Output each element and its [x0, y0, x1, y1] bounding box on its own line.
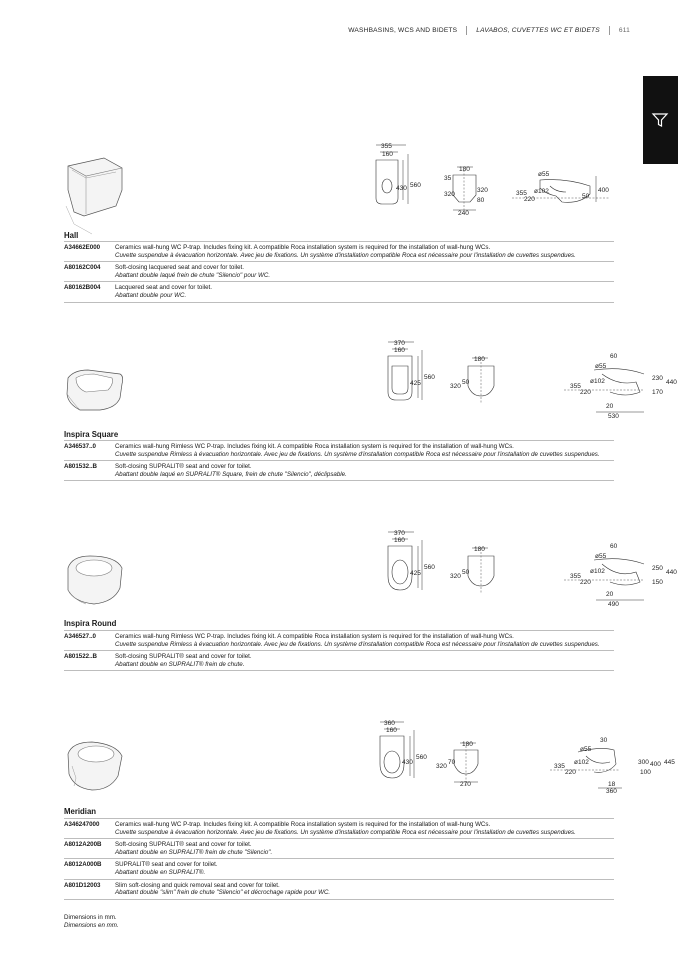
dim-label: 430 — [402, 759, 413, 766]
dim-label: 440 — [666, 569, 677, 576]
dim-label: 560 — [424, 564, 435, 571]
dim-label: 335 — [554, 763, 565, 770]
product-table — [64, 818, 614, 900]
dim-label: 50 — [462, 379, 470, 386]
dim-label: 50 — [462, 569, 470, 576]
dimension-drawing — [382, 526, 677, 612]
product-hall — [64, 140, 614, 310]
dim-label: 240 — [458, 210, 469, 217]
dim-label: 160 — [394, 347, 405, 354]
description-en: Ceramics wall-hung Rimless WC P-trap. Includes fixing kit. A compatible Roca installation system is required for the installation of wall-hung WCs. — [115, 443, 514, 450]
dim-label: ø55 — [595, 363, 607, 370]
product-table — [64, 630, 614, 671]
dim-label: 220 — [580, 389, 591, 396]
dim-label: ø102 — [534, 188, 549, 195]
product-description — [115, 861, 614, 876]
product-code: A346247000 — [64, 821, 100, 828]
dim-label: 320 — [477, 187, 488, 194]
product-code: A801532..B — [64, 463, 98, 471]
description-en: Ceramics wall-hung WC P-trap. Includes fixing kit. A compatible Roca installation system is required for the installation of wall-hung WCs. — [115, 244, 491, 251]
dim-label: 80 — [477, 197, 485, 204]
dim-label: 445 — [664, 759, 675, 766]
dimension-drawing — [382, 336, 677, 422]
dim-label: 180 — [459, 166, 470, 173]
table-row — [64, 838, 614, 858]
dim-label: 560 — [424, 374, 435, 381]
dim-label: ø55 — [580, 746, 592, 753]
page-header — [348, 26, 630, 35]
dim-label: 430 — [396, 185, 407, 192]
dim-label: 355 — [516, 190, 527, 197]
product-description — [115, 463, 614, 478]
dim-label: 60 — [610, 543, 618, 550]
product-code: A8012A200B — [64, 841, 102, 849]
dim-label: 370 — [394, 530, 405, 537]
table-row — [64, 858, 614, 878]
description-fr: Abattant double laqué frein de chute "Silencio" pour WC. — [115, 271, 271, 279]
description-fr: Cuvette suspendue Rimless à évacuation horizontale. Avec jeu de fixations. Un système d'installation compatible Roca est nécessaire pour l'installation de cuvettes suspendues. — [115, 450, 600, 458]
description-fr: Abattant double pour WC. — [115, 291, 187, 299]
description-fr: Abattant double laqué en SUPRALIT® Square, frein de chute "Silencio", déclipsable. — [115, 470, 347, 478]
product-description — [115, 284, 614, 299]
dimension-drawing — [374, 716, 675, 798]
product-description — [115, 841, 614, 856]
product-photo — [64, 736, 126, 806]
dim-label: 400 — [650, 761, 661, 768]
dim-label: 100 — [640, 769, 651, 776]
product-table — [64, 241, 614, 303]
product-code: A801D12003 — [64, 881, 101, 889]
description-fr: Cuvette suspendue à évacuation horizontale. Avec jeu de fixations. Un système d'installation compatible Roca est nécessaire pour l'installation de cuvettes suspendues. — [115, 251, 576, 259]
dim-label: 490 — [608, 601, 619, 608]
table-row — [64, 460, 614, 481]
dim-label: 160 — [386, 727, 397, 734]
dim-label: 180 — [474, 356, 485, 363]
section-title-en: WASHBASINS, WCS AND BIDETS — [348, 27, 458, 34]
table-row — [64, 261, 614, 281]
product-description — [115, 244, 614, 259]
description-fr: Abattant double en SUPRALIT® frein de chute "Silencio". — [115, 848, 273, 856]
dim-label: 270 — [460, 781, 471, 788]
dim-label: 18 — [608, 781, 616, 788]
dim-label: 70 — [448, 759, 456, 766]
dim-label: 425 — [410, 380, 421, 387]
dim-label: 60 — [610, 353, 618, 360]
dim-label: 220 — [580, 579, 591, 586]
product-inspira-square — [64, 336, 677, 496]
description-en: SUPRALIT® seat and cover for toilet. — [115, 861, 218, 869]
dim-label: 50 — [582, 193, 590, 200]
dim-label: 170 — [652, 389, 663, 396]
dim-label: 20 — [606, 591, 614, 598]
header-divider — [609, 26, 610, 35]
dim-label: 320 — [450, 573, 461, 580]
description-en: Slim soft-closing and quick removal seat and cover for toilet. — [115, 881, 280, 889]
dim-label: 150 — [652, 579, 663, 586]
dimensions-note — [64, 914, 119, 930]
header-divider — [466, 26, 467, 35]
dim-label: 35 — [444, 175, 452, 182]
product-inspira-round — [64, 526, 677, 681]
dim-label: 560 — [410, 182, 421, 189]
dim-label: 220 — [565, 769, 576, 776]
table-row — [64, 281, 614, 302]
dim-label: ø102 — [590, 568, 605, 575]
dim-label: ø102 — [590, 378, 605, 385]
description-fr: Cuvette suspendue à évacuation horizontale. Avec jeu de fixations. Un système d'installation compatible Roca est nécessaire pour l'installation de cuvettes suspendues. — [115, 828, 576, 836]
description-en: Ceramics wall-hung WC P-trap. Includes fixing kit. A compatible Roca installation system is required for the installation of wall-hung WCs. — [115, 821, 491, 828]
dim-label: 220 — [524, 196, 535, 203]
product-description — [115, 882, 614, 897]
dim-label: 300 — [638, 759, 649, 766]
dim-label: 355 — [570, 383, 581, 390]
product-code: A8012A000B — [64, 861, 102, 869]
dim-label: 230 — [652, 375, 663, 382]
dim-label: 320 — [436, 763, 447, 770]
product-name: Inspira Square — [64, 430, 119, 439]
dim-label: ø102 — [574, 759, 589, 766]
product-photo — [64, 364, 126, 434]
dim-label: 440 — [666, 379, 677, 386]
table-row — [64, 241, 614, 261]
product-code: A801522..B — [64, 653, 98, 661]
product-code: A34662E000 — [64, 244, 101, 251]
section-tab[interactable] — [643, 76, 678, 164]
product-table — [64, 440, 614, 481]
description-fr: Abattant double en SUPRALIT®. — [115, 868, 206, 876]
table-row — [64, 630, 614, 650]
dim-label: 360 — [384, 720, 395, 727]
table-row — [64, 818, 614, 838]
dim-label: 355 — [570, 573, 581, 580]
dim-label: ø55 — [538, 171, 550, 178]
note-en: Dimensions in mm. — [64, 914, 117, 921]
dim-label: 370 — [394, 340, 405, 347]
dim-label: 530 — [608, 413, 619, 420]
table-row — [64, 650, 614, 671]
dim-label: 20 — [606, 403, 614, 410]
product-name: Meridian — [64, 807, 97, 816]
dim-label: 320 — [444, 191, 455, 198]
product-code: A80162B004 — [64, 284, 101, 292]
description-en: Soft-closing lacquered seat and cover for toilet. — [115, 264, 244, 272]
dim-label: 355 — [381, 143, 392, 150]
dim-label: 180 — [474, 546, 485, 553]
product-code: A346527..0 — [64, 633, 96, 640]
funnel-icon — [652, 113, 668, 127]
dim-label: 250 — [652, 565, 663, 572]
table-row — [64, 440, 614, 460]
dim-label: 560 — [416, 754, 427, 761]
dim-label: 400 — [598, 187, 609, 194]
section-title-fr: LAVABOS, CUVETTES WC ET BIDETS — [476, 27, 600, 34]
description-en: Soft-closing SUPRALIT® seat and cover for toilet. — [115, 463, 252, 471]
dimension-drawing — [370, 140, 630, 220]
product-photo — [64, 550, 126, 620]
dim-label: 360 — [606, 788, 617, 795]
dim-label: ø55 — [595, 553, 607, 560]
description-en: Soft-closing SUPRALIT® seat and cover for toilet. — [115, 653, 252, 661]
product-meridian — [64, 716, 675, 901]
description-fr: Abattant double en SUPRALIT® frein de chute. — [115, 660, 245, 668]
product-description — [115, 264, 614, 279]
dim-label: 160 — [382, 151, 393, 158]
product-description — [115, 633, 614, 648]
dim-label: 30 — [600, 737, 608, 744]
product-name: Inspira Round — [64, 619, 117, 628]
description-fr: Abattant double "slim" frein de chute "Silencio" et décrochage rapide pour WC. — [115, 889, 331, 897]
product-code: A346537..0 — [64, 443, 96, 450]
product-description — [115, 653, 614, 668]
note-fr: Dimensions en mm. — [64, 922, 119, 929]
product-code: A80162C004 — [64, 264, 101, 272]
table-row — [64, 879, 614, 900]
dim-label: 425 — [410, 570, 421, 577]
product-description — [115, 821, 614, 836]
page-number: 611 — [618, 27, 630, 34]
description-en: Lacquered seat and cover for toilet. — [115, 284, 212, 292]
description-en: Ceramics wall-hung Rimless WC P-trap. Includes fixing kit. A compatible Roca installation system is required for the installation of wall-hung WCs. — [115, 633, 514, 640]
dim-label: 320 — [450, 383, 461, 390]
description-fr: Cuvette suspendue Rimless à évacuation horizontale. Avec jeu de fixations. Un système d'installation compatible Roca est nécessaire pour l'installation de cuvettes suspendues. — [115, 640, 600, 648]
product-name: Hall — [64, 231, 79, 240]
description-en: Soft-closing SUPRALIT® seat and cover for toilet. — [115, 841, 252, 849]
product-photo — [64, 154, 126, 234]
dim-label: 180 — [462, 741, 473, 748]
dim-label: 160 — [394, 537, 405, 544]
product-description — [115, 443, 614, 458]
